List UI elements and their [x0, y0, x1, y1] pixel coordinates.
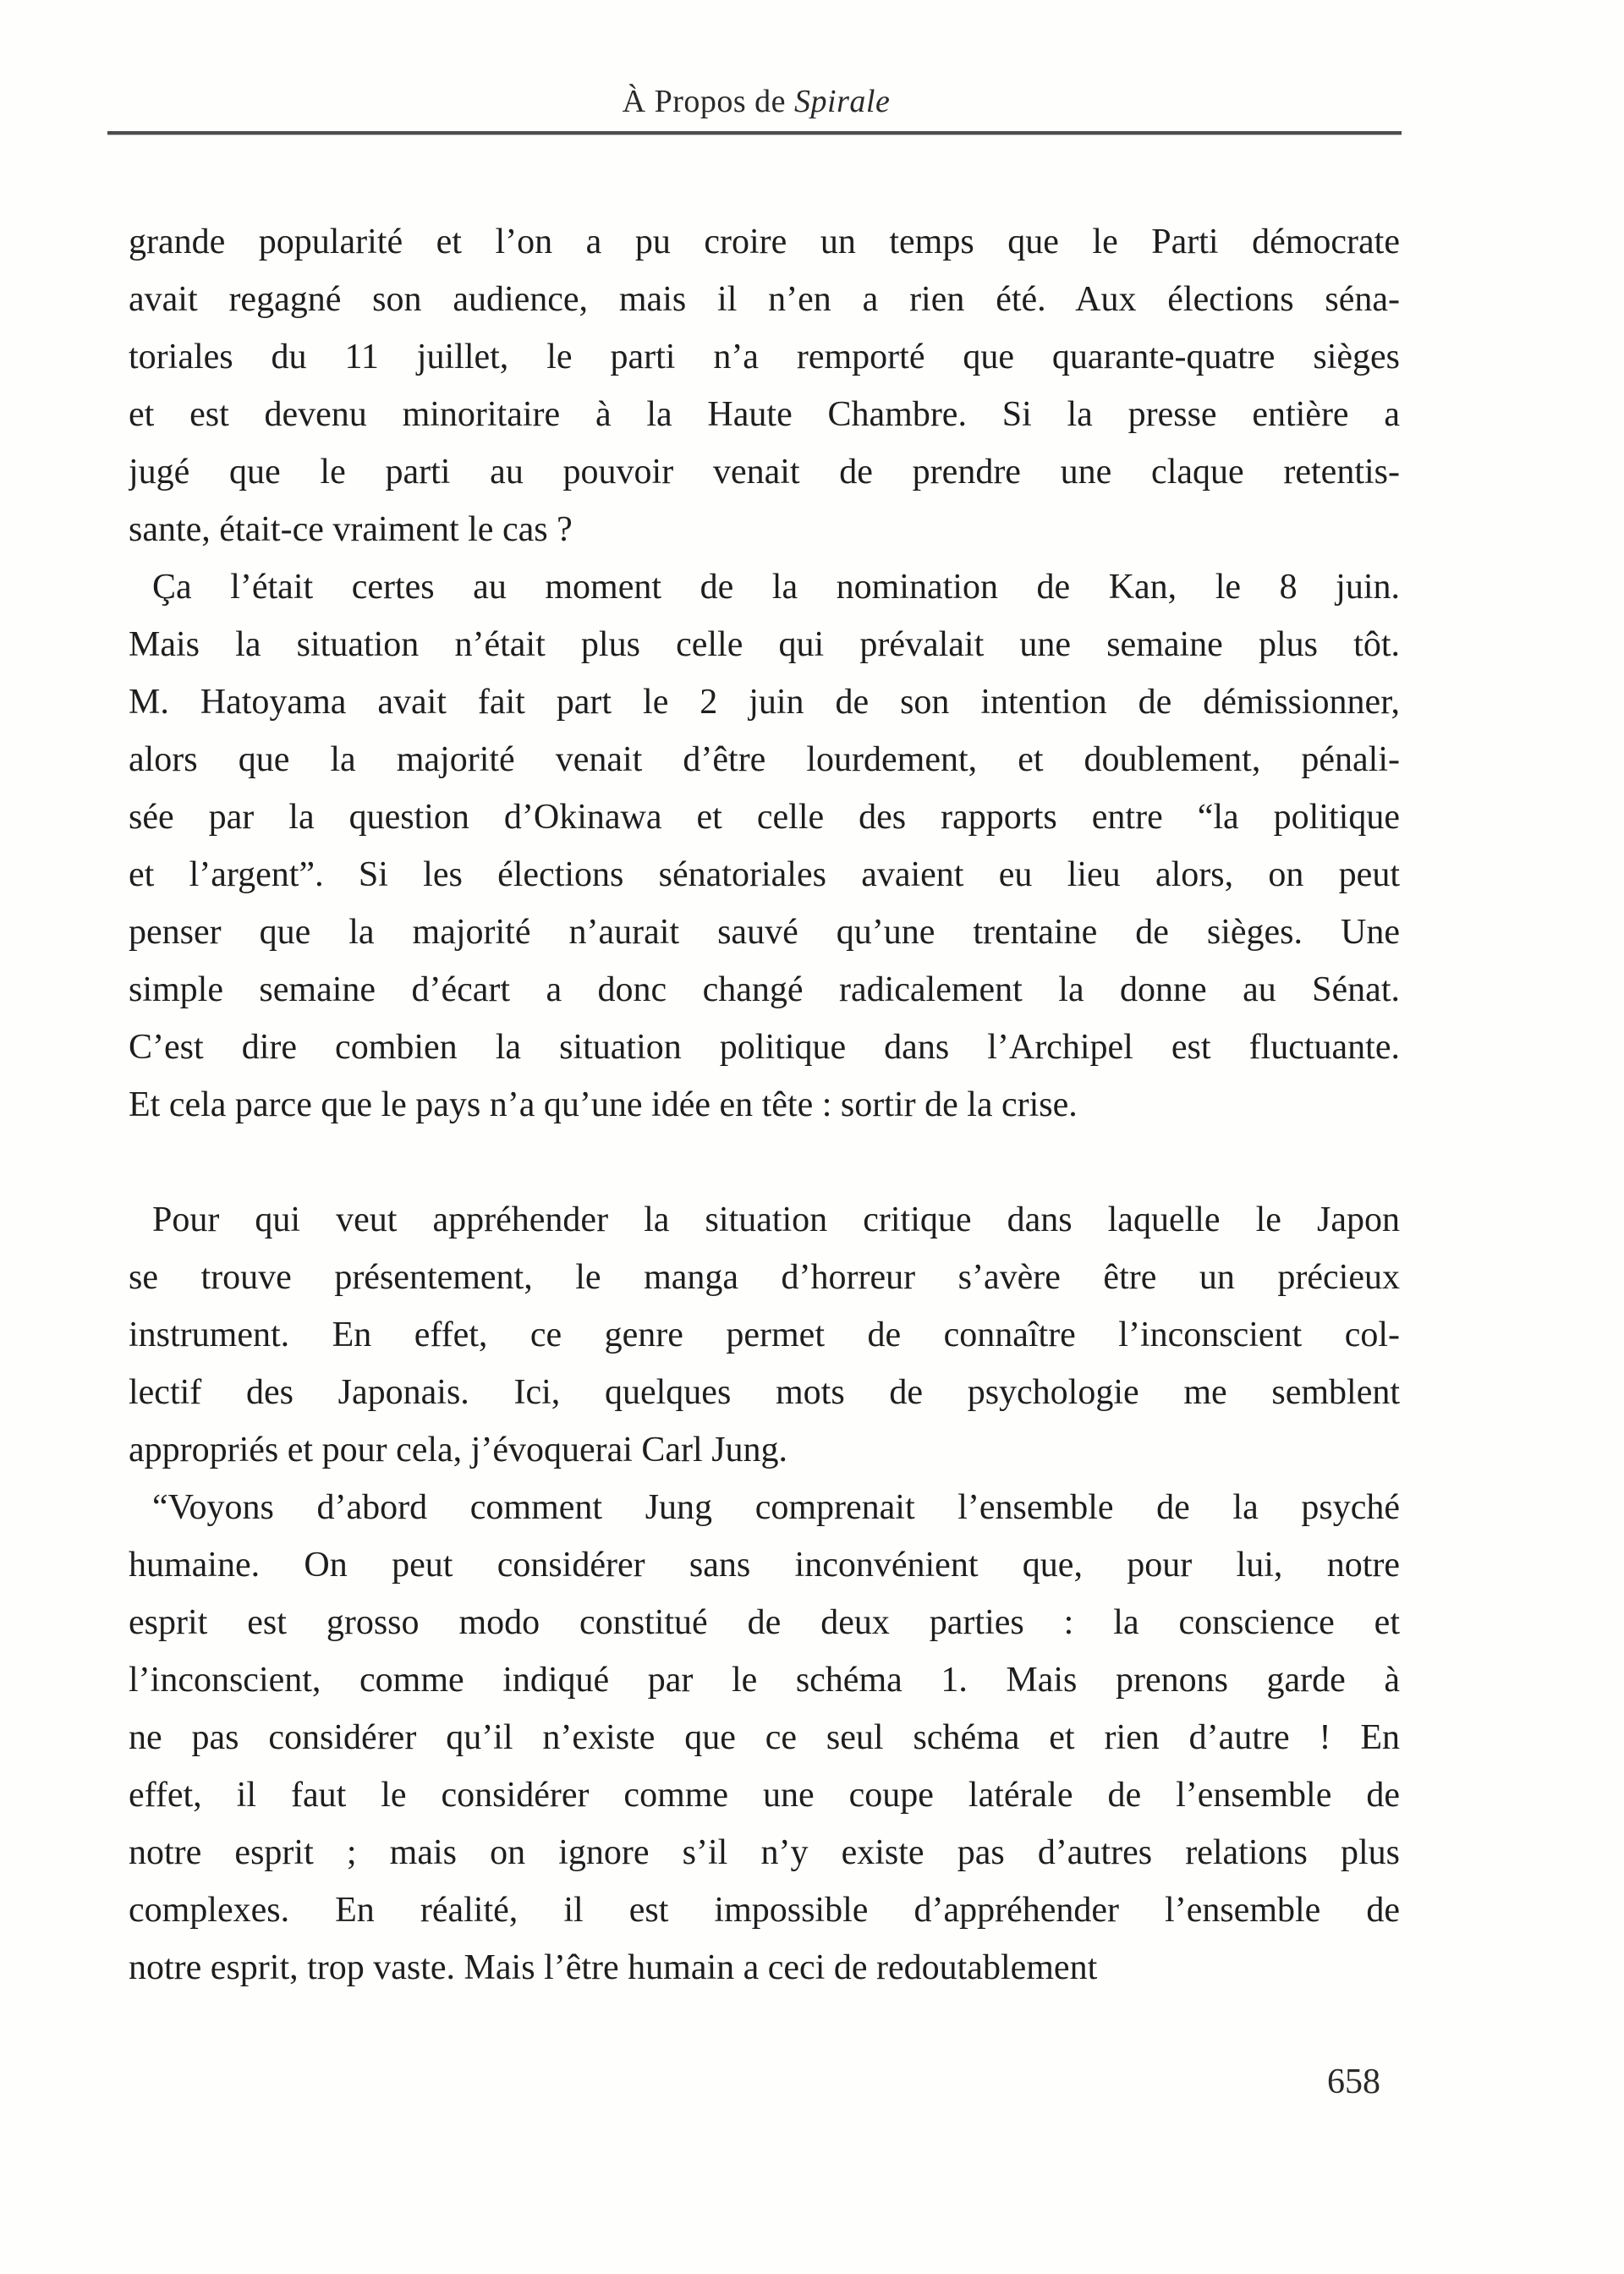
text-line: Ça l’était certes au moment de la nomination de Kan, le 8 juin.	[152, 568, 1400, 607]
text-line: jugé que le parti au pouvoir venait de prendre une claque retentis-	[129, 453, 1400, 492]
page-number: 658	[1327, 2063, 1380, 2101]
text-line: esprit est grosso modo constitué de deux parties : la conscience et	[129, 1603, 1400, 1642]
running-header-book-title: Spirale	[794, 84, 891, 119]
paragraph	[129, 1479, 1400, 1997]
text-line: l’inconscient, comme indiqué par le schéma 1. Mais prenons garde à	[129, 1661, 1400, 1700]
text-line: simple semaine d’écart a donc changé radicalement la donne au Sénat.	[129, 970, 1400, 1009]
text-line: grande popularité et l’on a pu croire un temps que le Parti démocrate	[129, 222, 1400, 261]
text-line: appropriés et pour cela, j’évoquerai Carl Jung.	[129, 1431, 788, 1469]
text-line: effet, il faut le considérer comme une coupe latérale de l’ensemble de	[129, 1776, 1400, 1815]
running-header-prefix: À Propos de	[622, 84, 795, 119]
text-line: sée par la question d’Okinawa et celle des rapports entre “la politique	[129, 798, 1400, 837]
text-line: notre esprit ; mais on ignore s’il n’y existe pas d’autres relations plus	[129, 1833, 1400, 1872]
text-line: et est devenu minoritaire à la Haute Chambre. Si la presse entière a	[129, 395, 1400, 434]
text-line: notre esprit, trop vaste. Mais l’être humain a ceci de redoutablement	[129, 1948, 1098, 1987]
text-line: Pour qui veut appréhender la situation critique dans laquelle le Japon	[152, 1200, 1400, 1239]
text-line: avait regagné son audience, mais il n’en a rien été. Aux élections séna-	[129, 280, 1400, 319]
paragraph	[129, 558, 1400, 1134]
paragraph	[129, 213, 1400, 558]
header-rule	[107, 131, 1402, 135]
text-line: penser que la majorité n’aurait sauvé qu’une trentaine de sièges. Une	[129, 913, 1400, 952]
text-line: et l’argent”. Si les élections sénatoriales avaient eu lieu alors, on peut	[129, 855, 1400, 894]
text-line: ne pas considérer qu’il n’existe que ce seul schéma et rien d’autre ! En	[129, 1718, 1400, 1757]
text-line: Et cela parce que le pays n’a qu’une idée en tête : sortir de la crise.	[129, 1085, 1078, 1124]
page-body	[129, 213, 1400, 1997]
text-line: C’est dire combien la situation politique dans l’Archipel est fluctuante.	[129, 1028, 1400, 1067]
text-line: lectif des Japonais. Ici, quelques mots de psychologie me semblent	[129, 1373, 1400, 1412]
text-line: sante, était-ce vraiment le cas ?	[129, 510, 573, 549]
text-line: instrument. En effet, ce genre permet de connaître l’inconscient col-	[129, 1316, 1400, 1354]
running-header	[110, 81, 1402, 122]
text-line: Mais la situation n’était plus celle qui prévalait une semaine plus tôt.	[129, 625, 1400, 664]
text-line: toriales du 11 juillet, le parti n’a remporté que quarante-quatre sièges	[129, 338, 1400, 376]
text-line: “Voyons d’abord comment Jung comprenait l’ensemble de la psyché	[152, 1488, 1400, 1527]
text-line: humaine. On peut considérer sans inconvénient que, pour lui, notre	[129, 1546, 1400, 1585]
paragraph	[129, 1191, 1400, 1479]
text-line: alors que la majorité venait d’être lourdement, et doublement, pénali-	[129, 740, 1400, 779]
text-line: M. Hatoyama avait fait part le 2 juin de son intention de démissionner,	[129, 683, 1400, 722]
text-line: se trouve présentement, le manga d’horreur s’avère être un précieux	[129, 1258, 1400, 1297]
text-line: complexes. En réalité, il est impossible d’appréhender l’ensemble de	[129, 1891, 1400, 1930]
